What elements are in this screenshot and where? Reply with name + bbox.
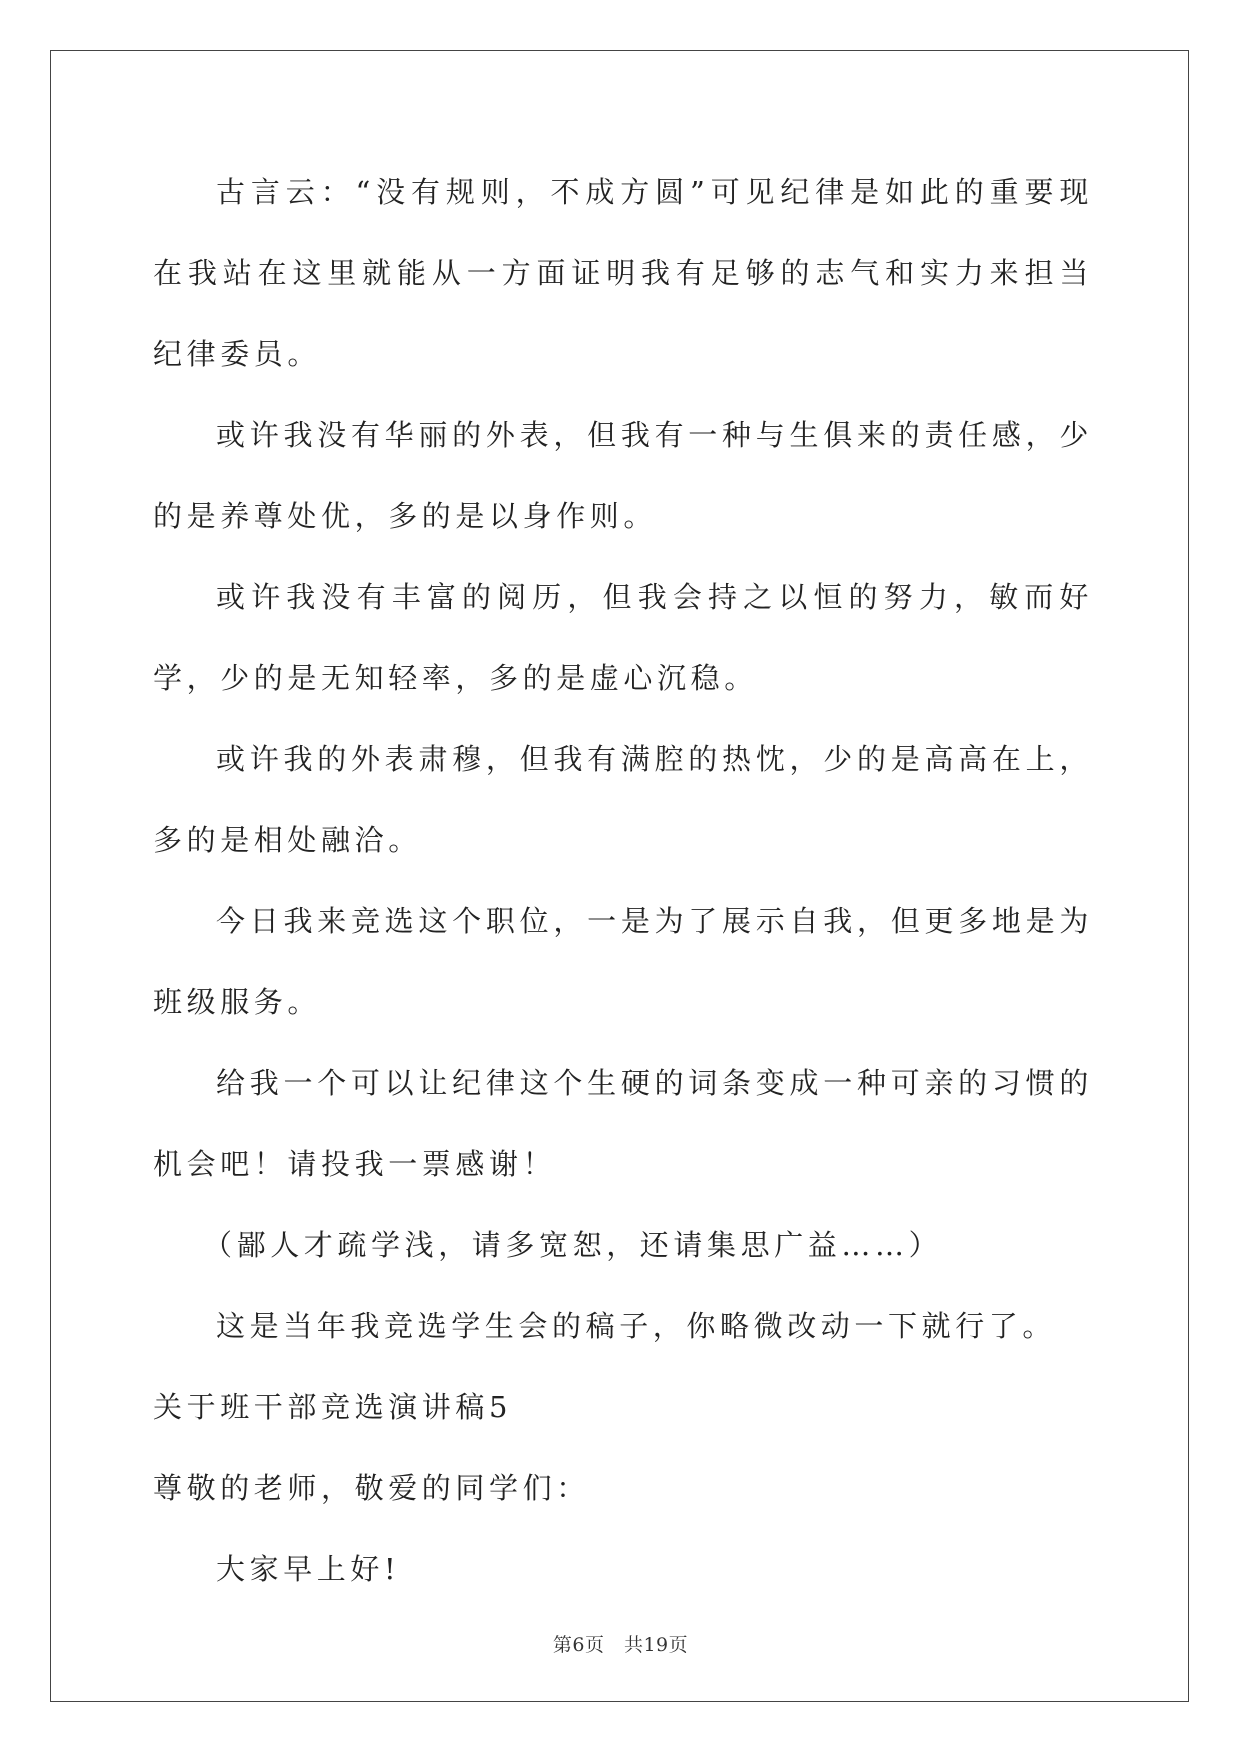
greeting: 大家早上好! xyxy=(216,1552,401,1586)
paragraph: 古言云：“没有规则，不成方圆”可见纪律是如此的重要现在我站在这里就能从一方面证明我有足够的志气和实力来担当纪律委员。 xyxy=(153,175,1093,371)
page-number: 第6页 共19页 xyxy=(552,1634,689,1656)
paragraph: 或许我没有华丽的外表，但我有一种与生俱来的责任感，少的是养尊处优，多的是以身作则。 xyxy=(153,418,1093,533)
paragraph: 或许我的外表肃穆，但我有满腔的热忱，少的是高高在上，多的是相处融洽。 xyxy=(153,742,1093,857)
document-body xyxy=(153,152,1093,1610)
paragraph: 今日我来竞选这个职位，一是为了展示自我，但更多地是为班级服务。 xyxy=(153,904,1093,1019)
paragraph: 这是当年我竞选学生会的稿子，你略微改动一下就行了。 xyxy=(216,1309,1057,1343)
salutation: 尊敬的老师，敬爱的同学们： xyxy=(153,1471,590,1505)
paragraph: （鄙人才疏学浅，请多宽恕，还请集思广益……） xyxy=(203,1228,943,1262)
paragraph: 或许我没有丰富的阅历，但我会持之以恒的努力，敏而好学，少的是无知轻率，多的是虚心沉稳。 xyxy=(153,580,1093,695)
section-heading: 关于班干部竞选演讲稿5 xyxy=(153,1390,513,1424)
paragraph: 给我一个可以让纪律这个生硬的词条变成一种可亲的习惯的机会吧！请投我一票感谢！ xyxy=(153,1066,1093,1181)
